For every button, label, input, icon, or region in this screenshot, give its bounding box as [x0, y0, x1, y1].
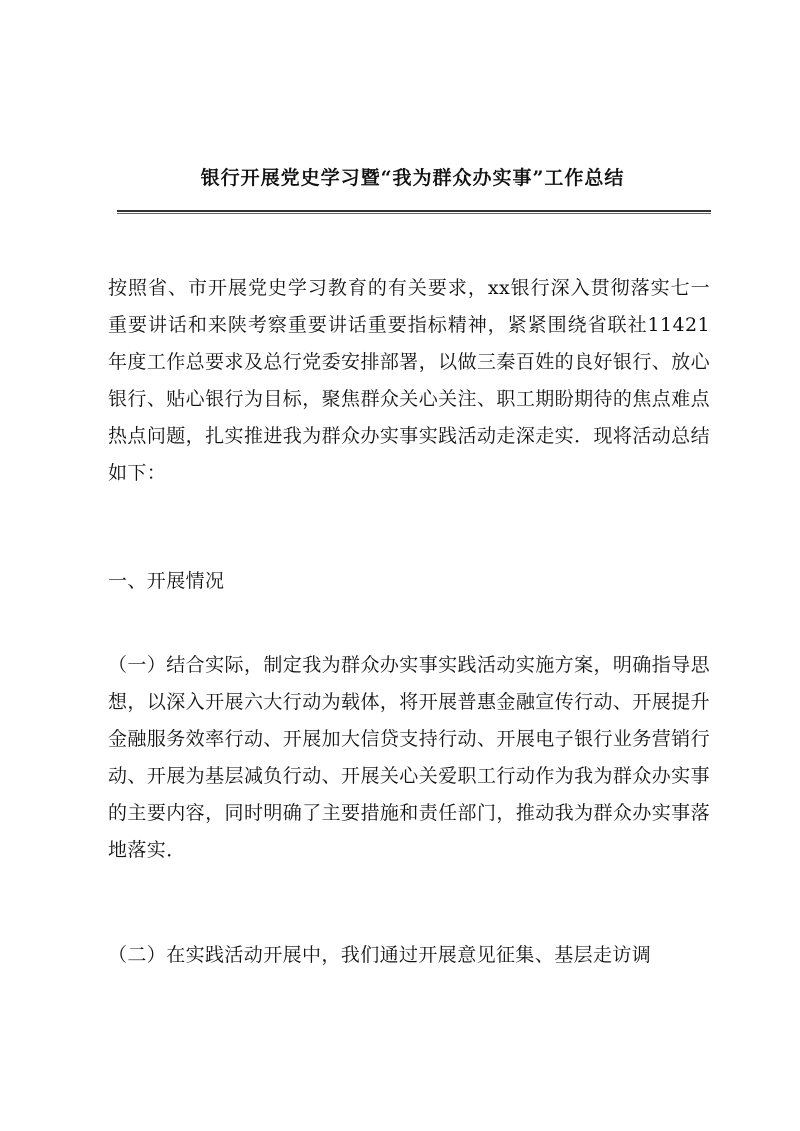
item-one-paragraph: （一）结合实际，制定我为群众办实事实践活动实施方案，明确指导思想，以深入开展六大行动为载体，将开展普惠金融宣传行动、开展提升金融服务效率行动、开展加大信贷支持行动、开展电子银行业务营销行动、开展为基层减负行动、开展关心关爱职工行动作为我为群众办实事的主要内容，同时明确了主要措施和责任部门，推动我为群众办实事落地落实．	[108, 654, 710, 861]
document-title: 银行开展党史学习暨“我为群众办实事”工作总结	[200, 167, 625, 189]
section-heading: 一、开展情况	[108, 570, 225, 592]
title-divider	[117, 210, 711, 214]
intro-paragraph: 按照省、市开展党史学习教育的有关要求，xx银行深入贯彻落实七一重要讲话和来陕考察重要讲话重要指标精神，紧紧围绕省联社11421年度工作总要求及总行党委安排部署，以做三秦百姓的良好银行、放心银行、贴心银行为目标，聚焦群众关心关注、职工期盼期待的焦点难点热点问题，扎实推进我为群众办实事实践活动走深走实．现将活动总结如下：	[108, 277, 710, 484]
item-two-paragraph: （二）在实践活动开展中，我们通过开展意见征集、基层走访调	[108, 944, 652, 966]
